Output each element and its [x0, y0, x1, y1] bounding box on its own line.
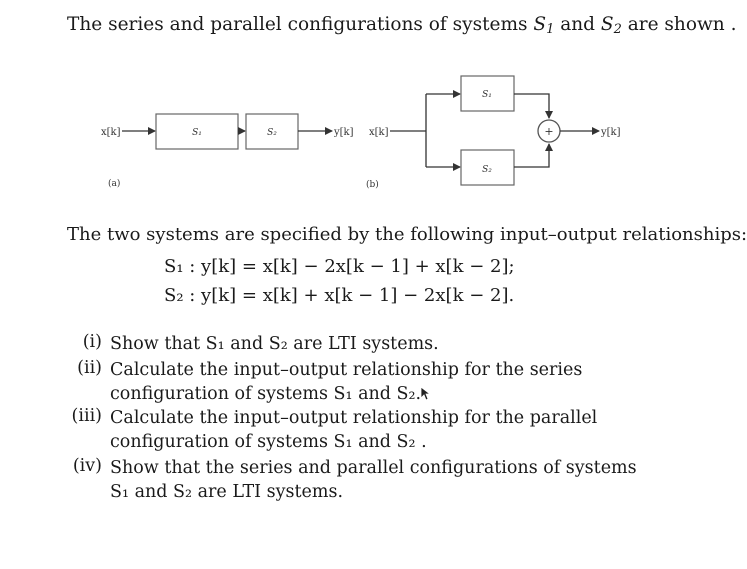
s2-symbol: $S_2$ — [600, 14, 622, 38]
equation-s2: S₂ : y[k] = x[k] + x[k − 1] − 2x[k − 2]. — [164, 285, 515, 306]
parallel-output-label: y[k] — [601, 127, 621, 138]
question-number: (iv) — [72, 456, 102, 476]
mouse-pointer-icon — [420, 386, 432, 402]
question-iv — [0, 456, 700, 504]
s1-symbol: $S_1$ — [533, 14, 555, 38]
block-diagrams — [0, 0, 700, 220]
question-text: Calculate the input–output relationship for the parallel configuration of systems S₁ and S₂ . — [110, 408, 598, 452]
question-number: (ii) — [77, 358, 102, 378]
question-iii — [0, 406, 700, 454]
parallel-block-s2-label: S₂ — [482, 165, 492, 175]
parallel-diagram — [366, 76, 621, 190]
series-caption: (a) — [108, 179, 121, 189]
question-i — [0, 332, 700, 356]
intro-tail: are shown . — [627, 14, 737, 35]
parallel-bottom-to-adder — [514, 144, 549, 167]
parallel-caption: (b) — [366, 180, 379, 190]
adder-label: + — [544, 125, 554, 138]
series-diagram — [101, 114, 354, 189]
series-output-label: y[k] — [334, 127, 354, 138]
specified-text: The two systems are specified by the following input–output relationships: — [67, 224, 747, 245]
series-block-s1-label: S₁ — [192, 128, 202, 138]
question-text: Calculate the input–output relationship for the series configuration of systems S₁ and S₂. — [110, 360, 583, 404]
question-number: (iii) — [71, 406, 102, 426]
parallel-top-to-adder — [514, 94, 549, 118]
equation-s1: S₁ : y[k] = x[k] − 2x[k − 1] + x[k − 2]; — [164, 256, 515, 277]
and-text: and — [560, 14, 595, 35]
question-text: Show that the series and parallel configurations of systems S₁ and S₂ are LTI systems. — [110, 458, 637, 502]
question-number: (i) — [82, 332, 102, 352]
parallel-block-s1-label: S₁ — [482, 90, 492, 100]
parallel-input-label: x[k] — [369, 127, 389, 138]
intro-text: The series and parallel configurations of systems — [67, 14, 528, 35]
question-text: Show that S₁ and S₂ are LTI systems. — [110, 334, 439, 354]
series-block-s2-label: S₂ — [267, 128, 277, 138]
question-ii — [0, 358, 700, 406]
series-input-label: x[k] — [101, 127, 121, 138]
